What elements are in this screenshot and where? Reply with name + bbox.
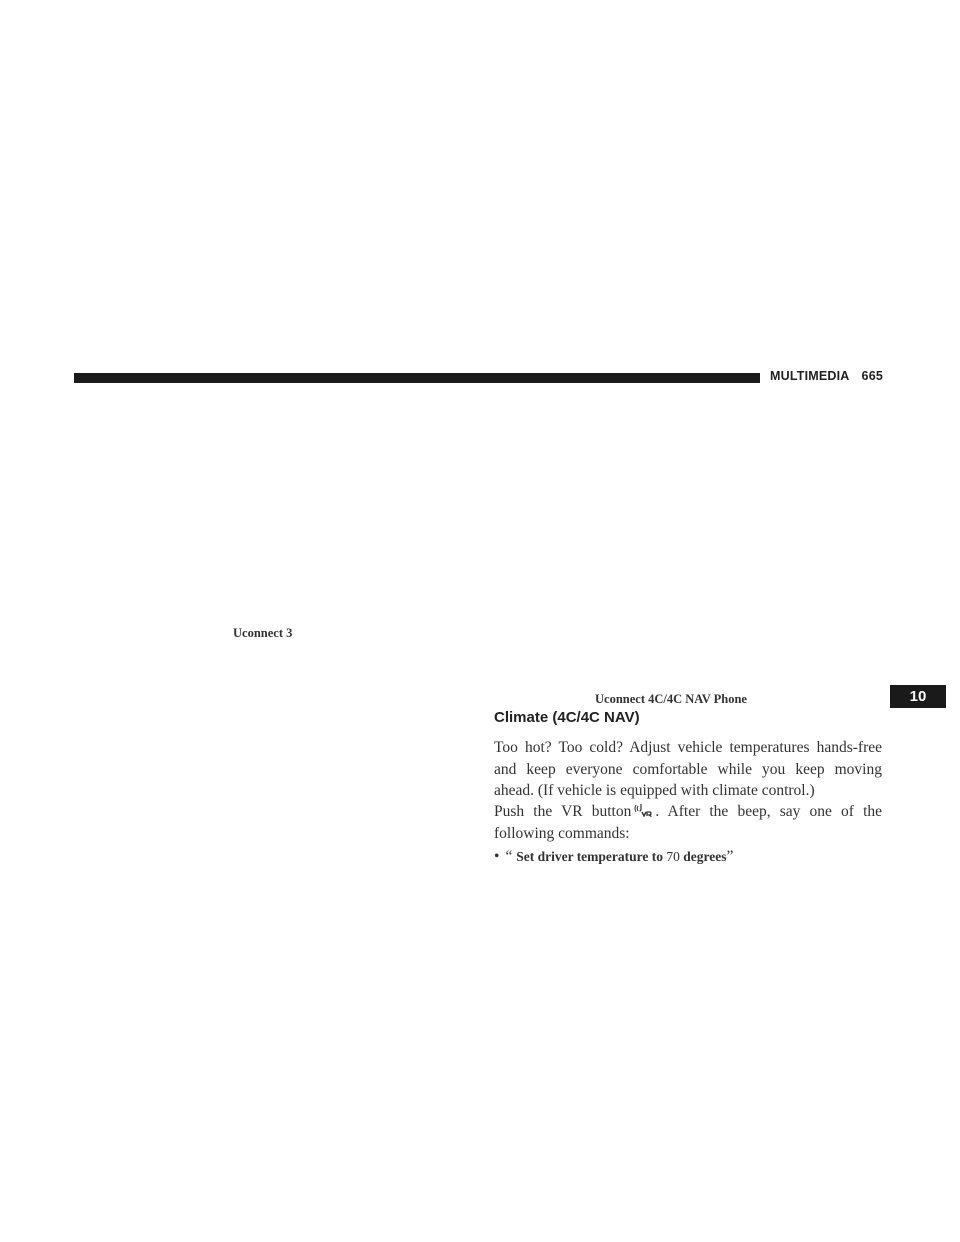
- command-text-part2: degrees: [683, 849, 727, 864]
- instruction-paragraph: [494, 801, 882, 844]
- figure-caption-uconnect-3: Uconnect 3: [233, 626, 293, 640]
- command-number: 70: [666, 849, 680, 864]
- voice-command: [516, 849, 726, 864]
- running-header: [770, 369, 883, 383]
- bullet-marker: •: [494, 848, 500, 865]
- instruction-text-after-icon: . After the beep, say one of the following commands:: [494, 803, 883, 842]
- intro-paragraph: Too hot? Too cold? Adjust vehicle temperatures hands-free and keep everyone comfortable while you keep moving ahead. (If vehicle is equipped with climate control.): [494, 739, 882, 799]
- page-number: 665: [861, 369, 884, 383]
- command-text-part1: Set driver temperature to: [516, 849, 664, 864]
- instruction-text-before-icon: Push the VR button: [494, 803, 632, 820]
- open-quote: “: [505, 848, 513, 865]
- list-item: [494, 848, 733, 866]
- header-section-name: MULTIMEDIA: [770, 369, 850, 383]
- header-rule: [74, 373, 760, 383]
- figure-caption-uconnect-4c-phone: Uconnect 4C/4C NAV Phone: [595, 692, 747, 706]
- section-title: Climate (4C/4C NAV): [494, 709, 640, 726]
- close-quote: ”: [726, 848, 734, 865]
- voice-recognition-icon: [633, 803, 653, 817]
- chapter-tab: 10: [890, 685, 946, 708]
